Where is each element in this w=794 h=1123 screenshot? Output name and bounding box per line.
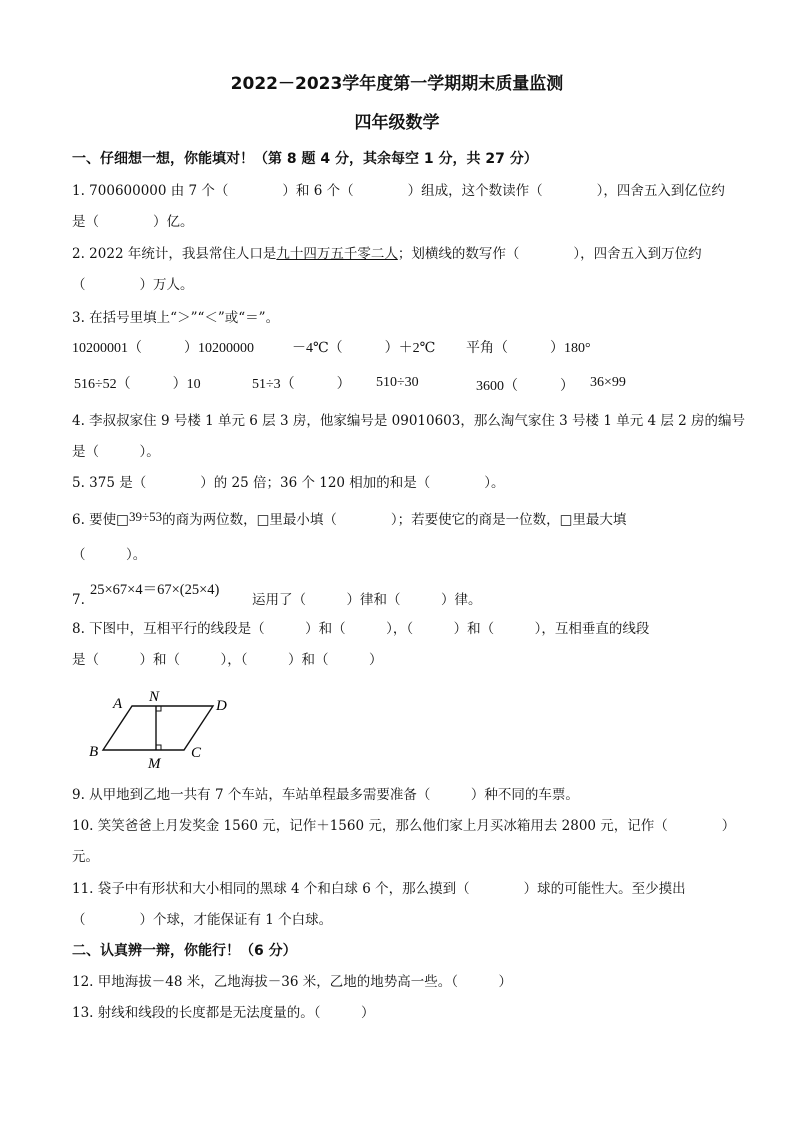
- point-label-d: D: [216, 698, 227, 714]
- section-1-heading: 一、仔细想一想，你能填对！（第 8 题 4 分，其余每空 1 分，共 27 分）: [72, 151, 538, 167]
- page-subtitle: 四年级数学: [354, 113, 440, 133]
- page-title: 2022－2023学年度第一学期期末质量监测: [230, 74, 564, 94]
- parallelogram-figure: [80, 686, 250, 776]
- point-label-m: M: [148, 756, 161, 772]
- q2-underlined-number: 九十四万五千零二人: [276, 246, 398, 262]
- q3-compare-6-right: 36×99: [590, 375, 626, 390]
- q3-compare-1: 10200001（ ）10200000: [72, 341, 254, 356]
- right-angle-mark-bottom: [156, 745, 161, 750]
- q1-line2: 是（ ）亿。: [72, 214, 194, 230]
- q3-compare-3: 平角（ ）180°: [466, 341, 591, 356]
- right-angle-mark-top: [156, 706, 161, 711]
- parallelogram-abcd: [103, 706, 213, 750]
- q6-line2: （ ）。: [72, 547, 147, 563]
- q2-line2: （ ）万人。: [72, 277, 194, 293]
- q9-line1: 9. 从甲地到乙地一共有 7 个车站，车站单程最多需要准备（ ）种不同的车票。: [72, 787, 579, 803]
- q6-post: 的商为两位数，□里最小填（ ）；若要使它的商是一位数，□里最大填: [162, 512, 627, 528]
- q8-line1: 8. 下图中，互相平行的线段是（ ）和（ ），（ ）和（ ），互相垂直的线段: [72, 621, 650, 637]
- q6-line1: [72, 511, 626, 529]
- q3-intro: 3. 在括号里填上“＞”“＜”或“＝”。: [72, 310, 280, 326]
- q2-post: ；划横线的数写作（ ），四舍五入到万位约: [397, 246, 702, 262]
- point-label-n: N: [149, 689, 160, 705]
- q4-line1: 4. 李叔叔家住 9 号楼 1 单元 6 层 3 房，他家编号是 09010603，那么淘气家住 3 号楼 1 单元 4 层 2 房的编号: [72, 413, 746, 429]
- q10-line1: 10. 笑笑爸爸上月发奖金 1560 元，记作＋1560 元，那么他们家上月买冰箱用去 2800 元，记作（ ）: [72, 818, 736, 834]
- section-2-heading: 二、认真辨一辩，你能行！（6 分）: [72, 943, 297, 959]
- point-label-a: A: [113, 696, 123, 712]
- point-label-c: C: [191, 745, 202, 761]
- q8-line2: 是（ ）和（ ），（ ）和（ ）: [72, 652, 383, 668]
- q11-line1: 11. 袋子中有形状和大小相同的黑球 4 个和白球 6 个，那么摸到（ ）球的可能性大。至少摸出: [72, 881, 686, 897]
- q5-line1: 5. 375 是（ ）的 25 倍；36 个 120 相加的和是（ ）。: [72, 475, 505, 491]
- q4-line2: 是（ ）。: [72, 444, 160, 460]
- q6-expression: 39÷53: [128, 509, 163, 524]
- q13-line1: 13. 射线和线段的长度都是无法度量的。（ ）: [72, 1005, 375, 1021]
- q7-expression: 25×67×4＝67×(25×4): [90, 582, 220, 598]
- q3-compare-4: 516÷52（ ）10: [74, 377, 201, 392]
- q10-line2: 元。: [72, 849, 99, 865]
- q2-line1: [72, 245, 702, 263]
- q11-line2: （ ）个球，才能保证有 1 个白球。: [72, 912, 333, 928]
- q7-number: 7.: [72, 592, 85, 608]
- q3-compare-5: 51÷3（ ）: [252, 377, 351, 392]
- q7-text: 运用了（ ）律和（ ）律。: [252, 592, 482, 608]
- point-label-b: B: [89, 744, 99, 760]
- q12-line1: 12. 甲地海拔－48 米，乙地海拔－36 米，乙地的地势高一些。（ ）: [72, 974, 512, 990]
- q1-line1: 1. 700600000 由 7 个（ ）和 6 个（ ）组成，这个数读作（ ），四舍五入到亿位约: [72, 183, 725, 199]
- q3-compare-2: －4℃（ ）＋2℃: [292, 341, 436, 356]
- q6-pre: 6. 要使□: [72, 512, 129, 528]
- q3-compare-5-right: 510÷30: [376, 375, 419, 390]
- q2-pre: 2. 2022 年统计，我县常住人口是: [72, 246, 277, 262]
- q3-compare-6: 3600（ ）: [476, 379, 574, 394]
